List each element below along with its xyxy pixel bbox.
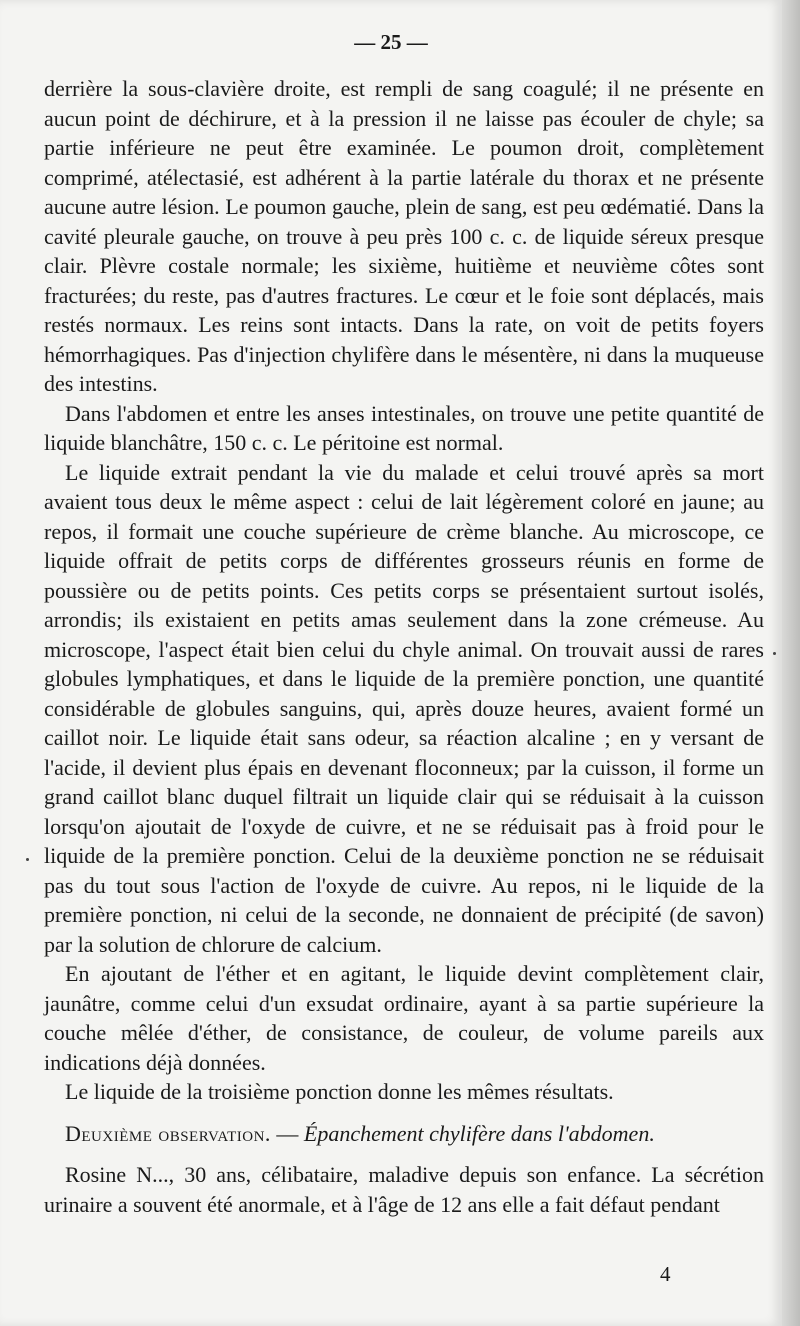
page-body: [44, 74, 764, 1219]
paragraph: Rosine N..., 30 ans, célibataire, maladive depuis son enfance. La sécrétion urinaire a souvent été anormale, et à l'âge de 12 ans elle a fait défaut pendant: [44, 1162, 764, 1217]
paragraph: En ajoutant de l'éther et en agitant, le liquide devint complètement clair, jaunâtre, comme celui d'un exsudat ordinaire, ayant à sa partie supérieure la couche mêlée d'éther, de consistance, de couleur, de volume pareils aux indications déjà données.: [44, 961, 764, 1075]
paragraph: Dans l'abdomen et entre les anses intestinales, on trouve une petite quantité de liquide blanchâtre, 150 c. c. Le péritoine est normal.: [44, 400, 764, 455]
observation-heading: [44, 1119, 764, 1149]
page-edge-shadow: [782, 0, 800, 1326]
paragraph: derrière la sous-clavière droite, est rempli de sang coagulé; il ne présente en aucun point de déchirure, et à la pression il ne laisse pas écouler de chyle; sa partie inférieure ne peut être examinée. Le poumon droit, complètement comprimé, atélectasié, est adhérent à la partie latérale du thorax et ne présente aucune autre lésion. Le poumon gauche, plein de sang, est peu œdématié. Dans la cavité pleurale gauche, on trouve à peu près 100 c. c. de liquide séreux presque clair. Plèvre costale normale; les sixième, huitième et neuvième côtes sont fracturées; du reste, pas d'autres fractures. Le cœur et le foie sont déplacés, mais restés normaux. Les reins sont intacts. Dans la rate, on voit de petits foyers hémorrhagiques. Pas d'injection chylifère dans le mésentère, ni dans la muqueuse des intestins.: [44, 76, 764, 396]
paragraph: Le liquide de la troisième ponction donne les mêmes résultats.: [65, 1079, 614, 1104]
page-number-header: — 25 —: [354, 30, 428, 54]
observation-dash: —: [270, 1120, 304, 1146]
print-speck: [773, 652, 776, 655]
observation-title: Épanchement chylifère dans l'abdomen.: [303, 1120, 655, 1146]
signature-mark: 4: [660, 1262, 671, 1286]
print-speck: [26, 858, 29, 861]
observation-label: Deuxième observation.: [65, 1120, 271, 1146]
paragraph: Le liquide extrait pendant la vie du malade et celui trouvé après sa mort avaient tous deux le même aspect : celui de lait légèrement coloré en jaune; au repos, il formait une couche supérieure de crème blanche. Au microscope, ce liquide offrait de petits corps de différentes grosseurs réunis en forme de poussière ou de petits points. Ces petits corps se présentaient surtout isolés, arrondis; ils existaient en petits amas seulement dans la zone crémeuse. Au microscope, l'aspect était bien celui du chyle animal. On trouvait aussi de rares globules lymphatiques, et dans le liquide de la première ponction, une quantité considérable de globules sanguins, qui, après douze heures, avaient formé un caillot noir. Le liquide était sans odeur, sa réaction alcaline ; en y versant de l'acide, il devient plus épais en devenant floconneux; par la cuisson, il forme un grand caillot blanc duquel filtrait un liquide clair qui se réduisait à la cuisson lorsqu'on ajoutait de l'oxyde de cuivre, et ne se réduisait pas à froid pour le liquide de la première ponction. Celui de la deuxième ponction ne se réduisait pas du tout sous l'action de l'oxyde de cuivre. Au repos, ni le liquide de la première ponction, ni celui de la seconde, ne donnaient de précipité (de savon) par la solution de chlorure de calcium.: [44, 459, 764, 957]
